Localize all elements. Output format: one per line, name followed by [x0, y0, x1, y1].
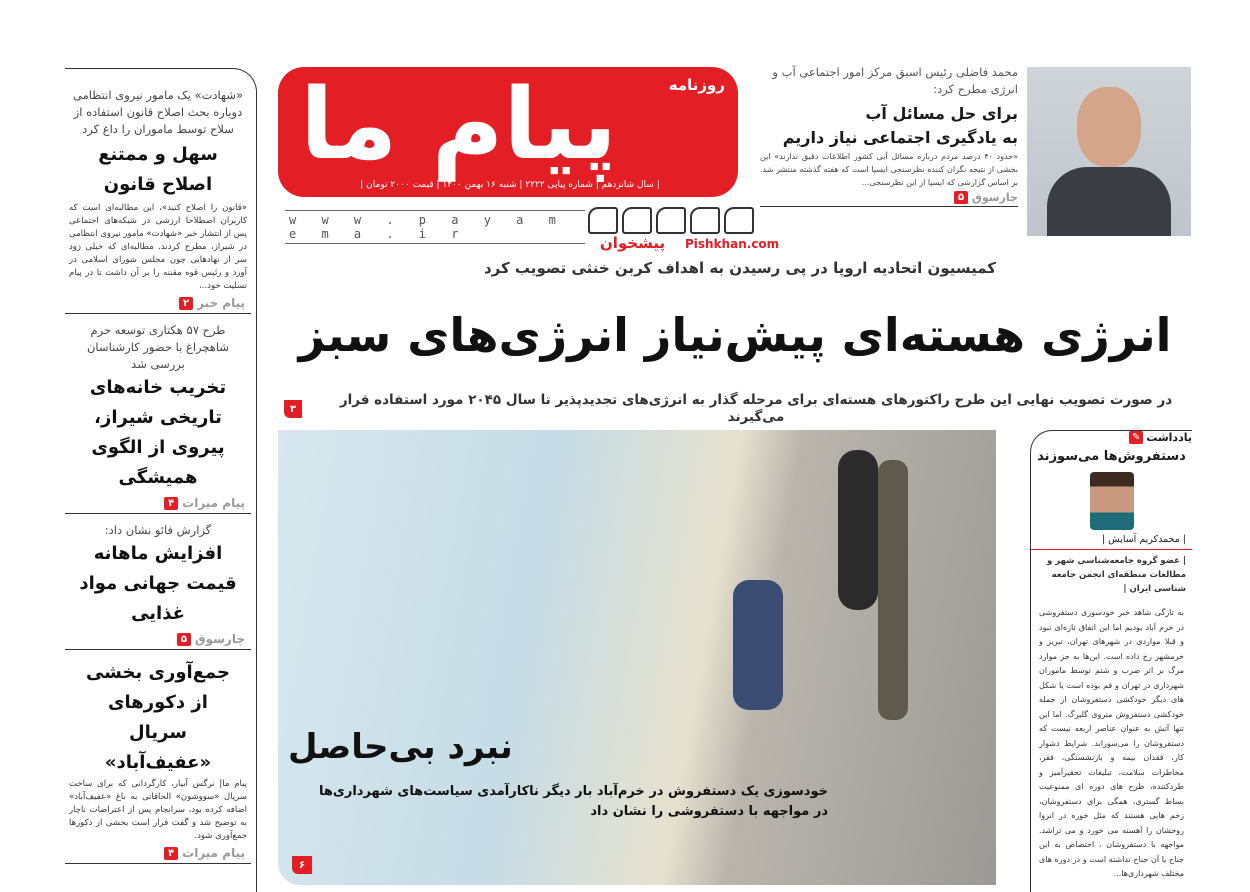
opinion-column[interactable] — [1030, 430, 1192, 892]
logo-prefix: روزنامه — [668, 76, 725, 94]
section-name: پیام خبر — [197, 296, 245, 310]
top-story-headline-2[interactable]: به یادگیری اجتماعی نیاز داریم — [782, 128, 1018, 147]
photo-story-headline[interactable]: نبرد بی‌حاصل — [288, 727, 513, 767]
website[interactable]: w w w . p a y a m e m a . i r — [285, 210, 585, 244]
opinion-headline[interactable]: دستفروش‌ها می‌سوزند — [1037, 449, 1186, 464]
watermark-logo: پیشخوان — [600, 234, 666, 252]
author-name: | محمدکریم آسایش | — [1031, 530, 1192, 550]
opinion-body: به تازگی شاهد خبر خودسوزی دستفروشی در خرم آباد بودیم اما این اتفاق تازه‌ای نبود و قبلا مواردی در شهرهای تهران، تبریز و خرمشهر رخ داده است. این‌ها به جز موارد مرگ بر اثر ضرب و شتم توسط ماموران شهرداری در تهران و قم بوده است یا شکل های دیگر خودکشی دستفروشان از جمله خودکشی دستفروش متروی گلبرگ. اما این تنها آتش به عنوان عناصر اربعه نیست که دستفروشان را می‌سوزاند. شرایط دشوار کار، فقدان بیمه و بازنشستگی، فقر، مخاطرات سلامت، تبلیغات تحقیرآمیز و طردکننده، طرح های دوره ای ممنوعیت بساط گستری، همگی برای دستفروشان، زخم هایی هستند که مثل خوره در انزوا روحشان را آهسته می خورد و می تراشد. مواجهه با دستفروشان ، اختصاص به این جناح یا آن جناح نداشته است و در دوره های مختلف شهرداری‌ها... — [1039, 608, 1184, 878]
top-story-headline-1[interactable]: برای حل مسائل آب — [865, 104, 1018, 123]
note-icon: ✎ — [1129, 431, 1143, 444]
issue-number: شماره پیاپی ۲۲۲۲ — [525, 180, 593, 190]
price: قیمت ۲۰۰۰ تومان — [366, 180, 434, 190]
section-tag[interactable] — [65, 843, 251, 864]
top-story-body: «حدود ۴۰ درصد مردم درباره مسائل آبی کشور اطلاعات دقیق ندارند» این بخشی از نتیجه نگران کننده نظرسنجی ایسپا است که هفته گذشته منتشر شد. بر اساس گزارشی که ایسپا از این نظرسنجی... — [760, 152, 1019, 187]
lead-kicker: کمیسیون اتحادیه اروپا در پی رسیدن به اهداف کربن خنثی تصویب کرد — [483, 259, 997, 277]
year: سال شانزدهم — [601, 180, 654, 190]
page-badge: ۵ — [177, 633, 191, 646]
date: شنبه ۱۶ بهمن ۱۴۰۰ — [442, 180, 517, 190]
page-badge: ۲ — [179, 297, 193, 310]
news-item[interactable] — [65, 87, 251, 314]
portrait-photo — [1027, 67, 1191, 236]
news-kicker: طرح ۵۷ هکتاری توسعه حرم شاهچراغ با حضور کارشناسان بررسی شد — [86, 323, 229, 371]
figure-man — [878, 460, 908, 720]
author-role: | عضو گروه جامعه‌شناسی شهر و مطالعات منطقه‌ای انجمن جامعه شناسی ایران | — [1047, 556, 1186, 594]
section-name: پیام میراث — [182, 496, 245, 510]
photo-story-sub-1: خودسوزی یک دستفروش در خرم‌آباد بار دیگر ناکارآمدی سیاست‌های شهرداری‌ها — [319, 784, 828, 799]
figure-seated — [733, 580, 783, 710]
page-badge: ۴ — [164, 847, 178, 860]
issue-info: | سال شانزدهم | شماره پیاپی ۲۲۲۲ | شنبه ۱۶ بهمن ۱۴۰۰ | قیمت ۲۰۰۰ تومان | — [360, 180, 660, 190]
top-story[interactable] — [760, 64, 1018, 207]
lead-subheadline: در صورت تصویب نهایی این طرح راکتورهای هسته‌ای برای مرحله گذار به انرژی‌های تجدیدپذیر تا سال ۲۰۴۵ مورد استفاده قرار می‌گیرند — [339, 392, 1173, 425]
section-tag[interactable] — [65, 629, 251, 650]
page-badge: ۴ — [164, 497, 178, 510]
lead-headline[interactable]: انرژی هسته‌ای پیش‌نیاز انرژی‌های سبز — [298, 308, 1172, 362]
opinion-label-text: یادداشت — [1146, 431, 1192, 444]
figure-woman — [838, 450, 878, 610]
watermark-url: Pishkhan.com — [685, 237, 780, 251]
newspaper-logo[interactable]: پیام ما — [300, 68, 618, 182]
left-column — [65, 68, 257, 892]
news-item[interactable] — [65, 522, 251, 650]
photo-story-sub-2: در مواجهه با دستفروشی را نشان داد — [590, 804, 828, 819]
section-tag[interactable] — [65, 293, 251, 314]
news-headline[interactable]: سهل و ممتنع اصلاح قانون — [98, 144, 218, 195]
top-story-kicker: محمد فاضلی رئیس اسبق مرکز امور اجتماعی آب و انرژی مطرح کرد: — [772, 65, 1018, 96]
page-badge: ۵ — [954, 191, 968, 204]
opinion-label — [1125, 431, 1192, 444]
section-tag[interactable] — [760, 191, 1018, 207]
page-badge: ۶ — [292, 856, 312, 874]
news-body: «قانون را اصلاح کنید»، این مطالبه‌ای است که کاربران اصطلاحا ارزشی در شبکه‌های اجتماعی پس از انتشار خبر «شهادت» مامور نیروی انتظامی در شیراز، مطرح کردند. مطالبه‌ای که خیلی زود سر از نهادهایی چون مجلس شورای اسلامی در آورد و رئیس قوه مقننه را بر آن داشت تا در پیام تسلیت خود... — [69, 203, 247, 291]
main-photo[interactable] — [278, 430, 996, 885]
news-kicker: «شهادت» یک مامور نیروی انتظامی دوباره بحث اصلاح قانون استفاده از سلاح توسط ماموران را داغ کرد — [72, 88, 243, 136]
news-headline[interactable]: افزایش ماهانه قیمت جهانی مواد غذایی — [79, 543, 237, 624]
section-name: چارسوق — [972, 191, 1018, 204]
news-item[interactable] — [65, 322, 251, 514]
news-kicker: گزارش فائو نشان داد: — [104, 523, 212, 537]
page-badge: ۳ — [284, 400, 302, 418]
author-photo — [1090, 472, 1134, 530]
section-name: چارسوق — [194, 632, 245, 646]
news-headline[interactable]: تخریب خانه‌های تاریخی شیراز، پیروی از الگوی همیشگی — [89, 377, 227, 488]
photo-story-sub — [288, 782, 828, 822]
logo-boxes — [588, 207, 754, 234]
news-headline[interactable]: جمع‌آوری بخشی از دکورهای سریال «عفیف‌آباد» — [85, 662, 231, 773]
section-name: پیام میراث — [182, 846, 245, 860]
news-item[interactable] — [65, 658, 251, 864]
section-tag[interactable] — [65, 493, 251, 514]
news-body: پیام ما| نرگس آبیار، کارگردانی که برای ساخت سریال «سووشون» الحاقاتی به باغ «عفیف‌آباد» اضافه کرده بود، سرانجام پس از اعتراضات ناچار به توضیح شد و گفت قرار است بخشی از دکورها جمع‌آوری شود. — [69, 779, 247, 841]
